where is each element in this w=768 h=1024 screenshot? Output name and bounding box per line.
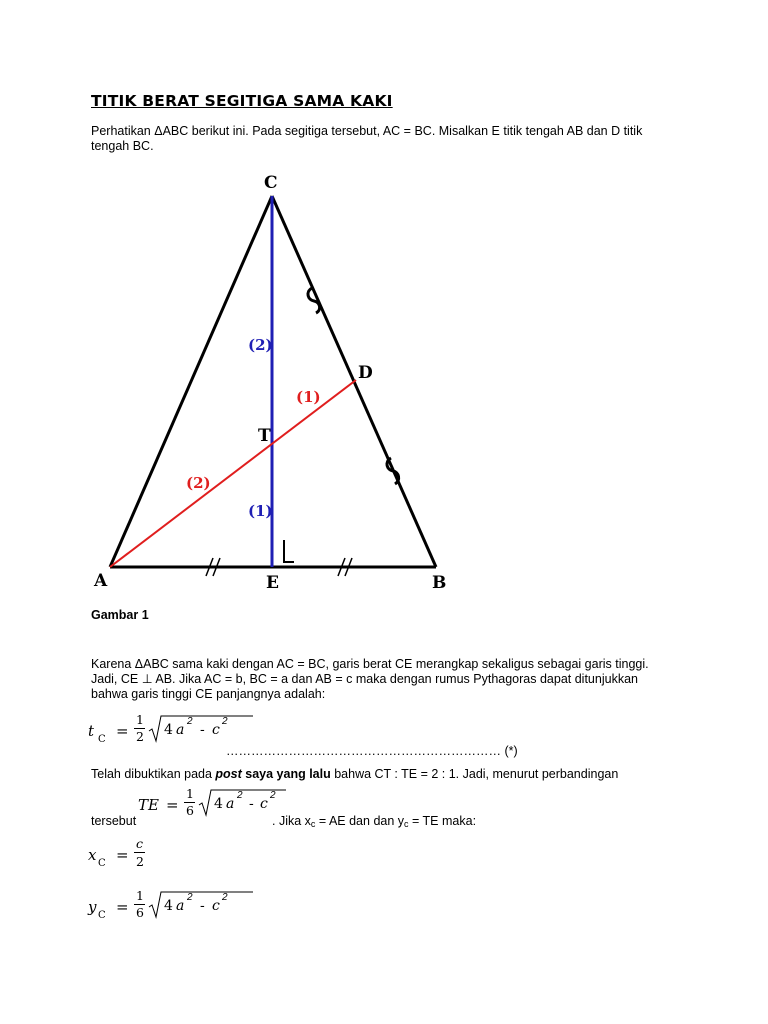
eq-yc-a-exp: 2	[187, 892, 193, 903]
equation-yc	[88, 884, 268, 924]
eq-yc-4: 4	[164, 898, 173, 914]
p2-pre: Telah dibuktikan pada	[91, 767, 216, 781]
eq-te-num: 1	[186, 786, 194, 801]
eq-te-c-exp: 2	[270, 790, 276, 801]
eq-tc-num: 1	[136, 712, 144, 727]
page-title: TITIK BERAT SEGITIGA SAMA KAKI	[91, 92, 393, 110]
eq-tc-minus: -	[200, 722, 205, 738]
eq-te-4: 4	[214, 796, 223, 812]
right-angle-mark	[284, 540, 294, 562]
figure-caption: Gambar 1	[91, 608, 149, 622]
body-line-1: Karena ΔABC sama kaki dengan AC = BC, garis berat CE merangkap sekaligus sebagai garis tinggi.	[91, 657, 649, 671]
median-ad	[110, 380, 356, 567]
label-t: T	[258, 426, 271, 446]
p3-mid: = AE dan dan y	[315, 814, 405, 828]
label-c: C	[264, 173, 278, 193]
eq-yc-c: c	[212, 898, 220, 914]
p2-rest: bahwa CT : TE = 2 : 1. Jadi, menurut perbandingan	[330, 767, 619, 781]
label-e: E	[266, 573, 279, 593]
eq-te-equals: =	[166, 796, 179, 814]
p2-bold: saya yang lalu	[241, 767, 331, 781]
eq-tc-4: 4	[164, 722, 173, 738]
eq-yc-minus: -	[200, 898, 205, 914]
eq-te-a-exp: 2	[237, 790, 243, 801]
body-line-5-pre: tersebut	[91, 814, 137, 828]
eq-xc-equals: =	[116, 846, 129, 864]
label-d: D	[358, 363, 373, 383]
eq-tc-equals: =	[116, 722, 129, 740]
eq-tc-lhs: t	[88, 722, 95, 740]
p3-post: . Jika x	[272, 814, 311, 828]
eq-te-den: 6	[186, 803, 194, 818]
eq-yc-lhs: y	[88, 898, 97, 916]
eq-te-minus: -	[249, 796, 254, 812]
intro-line-1: Perhatikan ΔABC berikut ini. Pada segitiga tersebut, AC = BC. Misalkan E titik tengah AB dan D titik	[91, 124, 643, 138]
eq-yc-a: a	[176, 898, 185, 914]
p3-sub-y: c	[404, 819, 409, 829]
eq-tc-c-exp: 2	[222, 716, 228, 727]
equation-xc	[88, 836, 168, 876]
eq-te-a: a	[226, 796, 235, 812]
body-line-4	[91, 767, 618, 783]
eq-yc-equals: =	[116, 898, 129, 916]
eq-yc-num: 1	[136, 888, 144, 903]
label-at-ratio: (2)	[186, 474, 211, 492]
equation-tc	[88, 708, 268, 748]
body-line-2: Jadi, CE ⊥ AB. Jika AC = b, BC = a dan AB = c maka dengan rumus Pythagoras dapat ditunjukkan	[91, 672, 638, 686]
equation-te	[138, 784, 288, 824]
eq-xc-lhs: x	[88, 846, 97, 864]
equation-ref-star: ………………………………………………………… (*)	[226, 744, 518, 758]
label-a: A	[94, 571, 108, 591]
label-ct-ratio: (2)	[248, 336, 273, 354]
eq-yc-sub: C	[98, 910, 106, 921]
eq-te-lhs: TE	[138, 796, 159, 814]
eq-yc-den: 6	[136, 905, 144, 920]
eq-tc-sub: C	[98, 734, 106, 745]
p3-end: = TE maka:	[408, 814, 477, 828]
squiggle-db	[387, 458, 399, 484]
body-line-5	[272, 814, 476, 833]
eq-tc-c: c	[212, 722, 220, 738]
p2-post-link[interactable]: post	[215, 767, 242, 781]
label-td-ratio: (1)	[296, 388, 321, 406]
label-b: B	[432, 573, 447, 593]
eq-xc-den: 2	[136, 854, 144, 869]
intro-line-2: tengah BC.	[91, 139, 154, 153]
eq-tc-a: a	[176, 722, 185, 738]
eq-te-c: c	[260, 796, 268, 812]
body-line-3: bahwa garis tinggi CE panjangnya adalah:	[91, 687, 326, 701]
eq-tc-a-exp: 2	[187, 716, 193, 727]
eq-xc-num: c	[136, 836, 144, 851]
p3-sub-x: c	[310, 819, 316, 829]
eq-tc-den: 2	[136, 729, 144, 744]
eq-yc-c-exp: 2	[222, 892, 228, 903]
eq-xc-sub: C	[98, 858, 106, 869]
label-te-ratio: (1)	[248, 502, 273, 520]
